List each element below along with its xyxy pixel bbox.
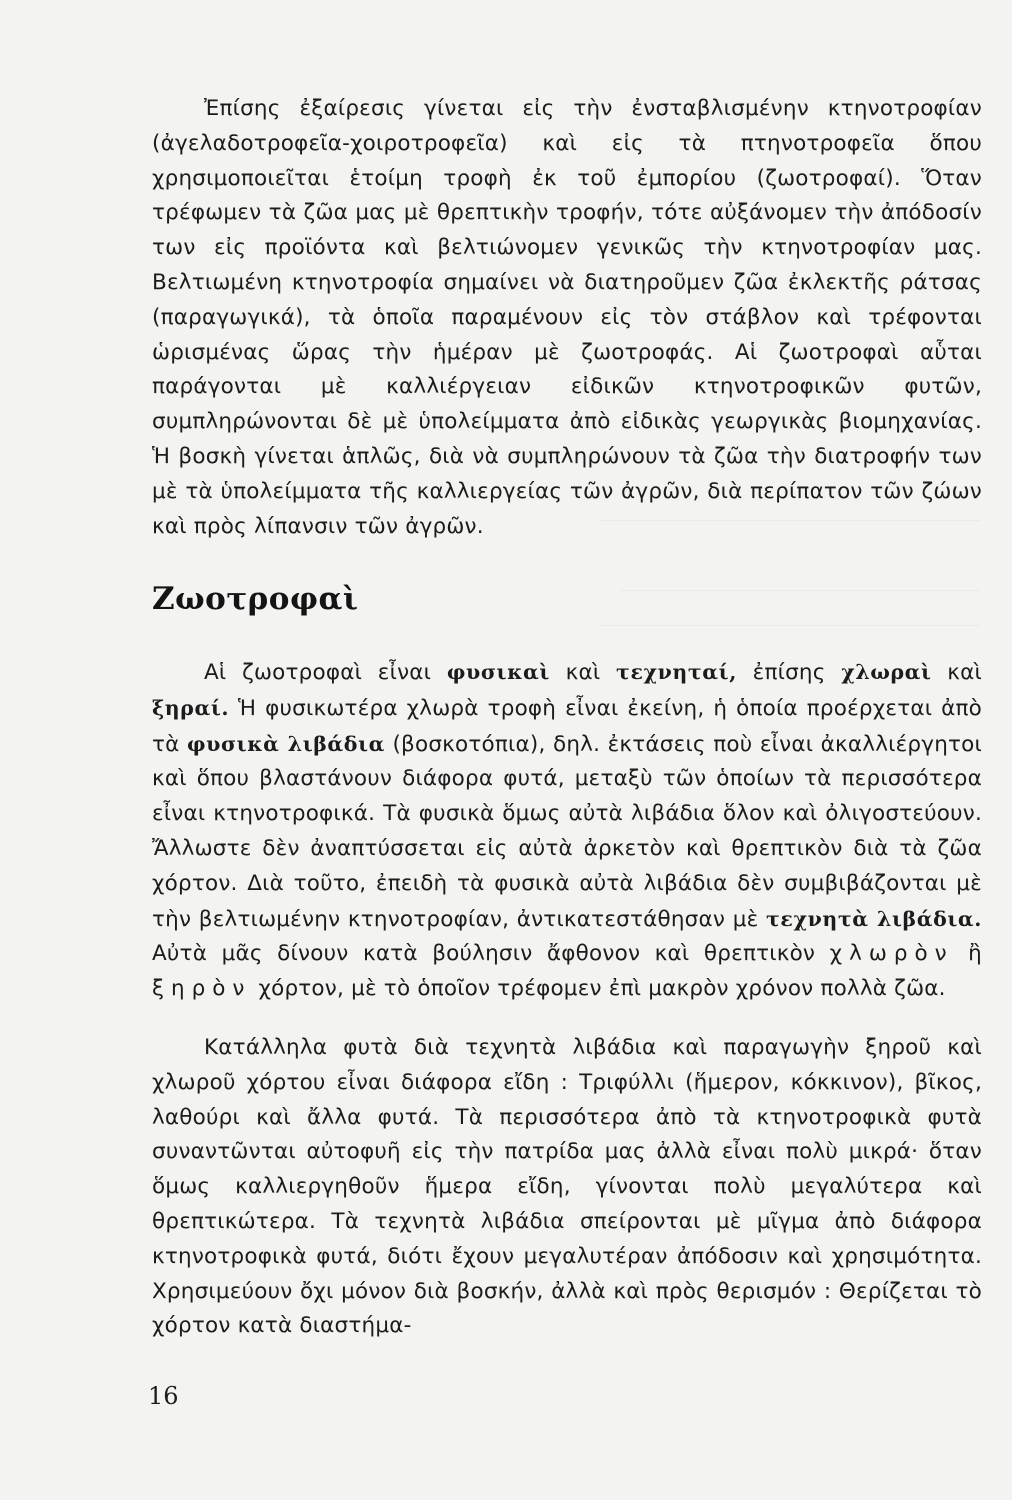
paragraph-intro	[152, 92, 982, 544]
text-run: Αἱ ζωοτροφαὶ εἶναι	[204, 660, 447, 685]
page-number: 16	[148, 1382, 179, 1410]
bold-term: χλωραὶ	[841, 660, 932, 684]
bleed-through-line	[600, 625, 980, 626]
text-run: καὶ	[549, 660, 617, 685]
paragraph-suitable-plants	[152, 1031, 982, 1344]
text-run: ἐπίσης	[736, 660, 842, 685]
text-run: καὶ	[931, 660, 982, 685]
bold-term: τεχνηταί,	[616, 660, 737, 684]
text-run: Αὐτὰ μᾶς δίνουν κατὰ βούλησιν ἄφθονον καὶ θρεπτικὸν	[152, 941, 830, 967]
bold-term: φυσικὰ λιβάδια	[187, 731, 385, 756]
paragraph-feed-types-text	[152, 655, 982, 1007]
paragraph-intro-text: Ἐπίσης ἐξαίρεσις γίνεται εἰς τὴν ἐνσταβλισμένην κτηνοτροφίαν (ἀγελαδοτροφεῖα-χοιροτροφεῖα) καὶ εἰς τὰ πτηνοτροφεῖα ὅπου χρησιμοποιεῖται ἑτοίμη τροφὴ ἐκ τοῦ ἐμπορίου (ζωοτροφαί). Ὅταν τρέφωμεν τὰ ζῶα μας μὲ θρεπτικὴν τροφήν, τότε αὐξάνομεν τὴν ἀπόδοσίν των εἰς προϊόντα καὶ βελτιώνομεν γενικῶς τὴν κτηνοτροφίαν μας. Βελτιωμένη κτηνοτροφία σημαίνει νὰ διατηροῦμεν ζῶα ἐκλεκτῆς ράτσας (παραγωγικά), τὰ ὁποῖα παραμένουν εἰς τὸν στάβλον καὶ τρέφονται ὡρισμένας ὥρας τὴν ἡμέραν μὲ ζωοτροφάς. Αἱ ζωοτροφαὶ αὗται παράγονται μὲ καλλιέργειαν εἰδικῶν κτηνοτροφικῶν φυτῶν, συμπληρώνονται δὲ μὲ ὑπολείμματα ἀπὸ εἰδικὰς γεωργικὰς βιομηχανίας. Ἡ βοσκὴ γίνεται ἁπλῶς, διὰ νὰ συμπληρώνουν τὰ ζῶα τὴν διατροφήν των μὲ τὰ ὑπολείμματα τῆς καλλιεργείας τῶν ἀγρῶν, διὰ περίπατον τῶν ζώων καὶ πρὸς λίπανσιν τῶν ἀγρῶν.	[152, 96, 982, 539]
text-run: Ἡ φυσικωτέρα χλωρὰ τροφὴ εἶναι ἐκείνη, ἡ ὁποία προέρχεται ἀπὸ τὰ	[152, 695, 982, 757]
text-run: χόρτον, μὲ τὸ ὁποῖον τρέφομεν ἐπὶ μακρὸν χρόνον πολλὰ ζῶα.	[251, 976, 946, 1002]
bold-term: φυσικαὶ	[446, 660, 550, 684]
paragraph-suitable-plants-text: Κατάλληλα φυτὰ διὰ τεχνητὰ λιβάδια καὶ παραγωγὴν ξηροῦ καὶ χλωροῦ χόρτου εἶναι διάφορα εἴδη : Τριφύλλι (ἥμερον, κόκκινον), βῖκος, λαθούρι καὶ ἄλλα φυτά. Τὰ περισσότερα ἀπὸ τὰ κτηνοτροφικὰ φυτὰ συναντῶνται αὐτοφυῆ εἰς τὴν πατρίδα μας ἀλλὰ εἶναι πολὺ μικρά· ὅταν ὅμως καλλιεργηθοῦν ἥμερα εἴδη, γίνονται πολὺ μεγαλύτερα καὶ θρεπτικώτερα. Τὰ τεχνητὰ λιβάδια σπείρονται μὲ μῖγμα ἀπὸ διάφορα κτηνοτροφικὰ φυτά, διότι ἔχουν μεγαλυτέραν ἀπόδοσιν καὶ χρησιμότητα. Χρησιμεύουν ὄχι μόνον διὰ βοσκήν, ἀλλὰ καὶ πρὸς θερισμόν : Θερίζεται τὸ χόρτον κατὰ διαστήμα-	[152, 1035, 982, 1339]
section-heading: Ζωοτροφαὶ	[152, 581, 359, 617]
text-run: (βοσκοτόπια), δηλ. ἐκτάσεις ποὺ εἶναι ἀκαλλιέργητοι καὶ ὅπου βλαστάνουν διάφορα φυτά, μεταξὺ τῶν ὁποίων τὰ περισσότερα εἶναι κτηνοτροφικά. Τὰ φυσικὰ ὅμως αὐτὰ λιβάδια ὅλον καὶ ὀλιγοστεύουν. Ἄλλωστε δὲν ἀναπτύσσεται εἰς αὐτὰ ἀρκετὸν καὶ θρεπτικὸν διὰ τὰ ζῶα χόρτον. Διὰ τοῦτο, ἐπειδὴ τὰ φυσικὰ αὐτὰ λιβάδια δὲν συμβιβάζονται μὲ τὴν βελτιωμένην κτηνοτροφίαν, ἀντικατεστάθησαν μὲ	[152, 731, 982, 932]
bold-term: τεχνητὰ λιβάδια.	[766, 906, 982, 931]
spaced-term: χλωρὸν	[829, 941, 954, 967]
bleed-through-line	[620, 590, 980, 591]
bold-term: ξηραί.	[152, 695, 230, 720]
text-run: ἢ	[953, 941, 982, 967]
paragraph-feed-types	[152, 655, 982, 1007]
spaced-term: ξηρὸν	[152, 976, 252, 1002]
